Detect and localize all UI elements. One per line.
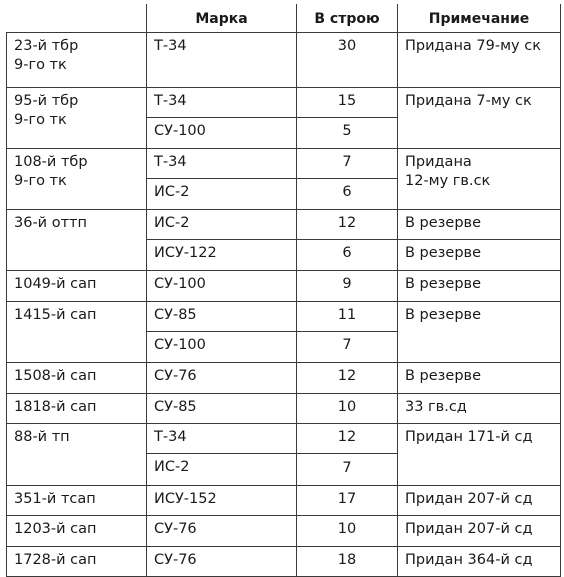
count-cell: 7 bbox=[297, 149, 398, 179]
model-cell: ИСУ-152 bbox=[147, 486, 297, 516]
model-cell: СУ-85 bbox=[147, 394, 297, 424]
table-row bbox=[7, 271, 561, 302]
note-cell: Придана 12-му гв.ск bbox=[398, 149, 561, 210]
table-row bbox=[7, 424, 561, 454]
note-cell: В резерве bbox=[398, 363, 561, 394]
unit-cell: 23-й тбр 9-го тк bbox=[7, 33, 147, 88]
count-cell: 10 bbox=[297, 394, 398, 424]
count-cell: 6 bbox=[297, 240, 398, 271]
note-cell: В резерве bbox=[398, 302, 561, 363]
model-cell: СУ-76 bbox=[147, 363, 297, 394]
note-cell: Придана 7-му ск bbox=[398, 88, 561, 149]
unit-cell: 1415-й сап bbox=[7, 302, 147, 363]
model-cell: Т-34 bbox=[147, 33, 297, 88]
count-cell: 7 bbox=[297, 454, 398, 486]
header-unit bbox=[7, 5, 147, 33]
table-row bbox=[7, 88, 561, 118]
count-cell: 5 bbox=[297, 118, 398, 149]
units-table bbox=[6, 4, 561, 577]
note-cell: Придан 364-й сд bbox=[398, 547, 561, 577]
table-row bbox=[7, 516, 561, 547]
note-cell: Придан 171-й сд bbox=[398, 424, 561, 486]
unit-cell: 108-й тбр 9-го тк bbox=[7, 149, 147, 210]
unit-cell: 1049-й сап bbox=[7, 271, 147, 302]
note-cell: 33 гв.сд bbox=[398, 394, 561, 424]
model-cell: ИС-2 bbox=[147, 210, 297, 240]
table-row bbox=[7, 547, 561, 577]
table-row bbox=[7, 363, 561, 394]
header-note: Примечание bbox=[398, 5, 561, 33]
unit-cell: 351-й тсап bbox=[7, 486, 147, 516]
count-cell: 12 bbox=[297, 424, 398, 454]
note-cell: Придан 207-й сд bbox=[398, 516, 561, 547]
model-cell: ИС-2 bbox=[147, 179, 297, 210]
table-row bbox=[7, 302, 561, 332]
model-cell: СУ-76 bbox=[147, 516, 297, 547]
table-row bbox=[7, 149, 561, 179]
count-cell: 6 bbox=[297, 179, 398, 210]
model-cell: СУ-100 bbox=[147, 118, 297, 149]
model-cell: Т-34 bbox=[147, 424, 297, 454]
note-cell: Придан 207-й сд bbox=[398, 486, 561, 516]
unit-cell: 88-й тп bbox=[7, 424, 147, 486]
count-cell: 17 bbox=[297, 486, 398, 516]
model-cell: Т-34 bbox=[147, 149, 297, 179]
model-cell: СУ-100 bbox=[147, 271, 297, 302]
model-cell: СУ-85 bbox=[147, 302, 297, 332]
count-cell: 10 bbox=[297, 516, 398, 547]
count-cell: 11 bbox=[297, 302, 398, 332]
count-cell: 30 bbox=[297, 33, 398, 88]
table-row bbox=[7, 394, 561, 424]
count-cell: 9 bbox=[297, 271, 398, 302]
model-cell: СУ-100 bbox=[147, 332, 297, 363]
note-cell: В резерве bbox=[398, 210, 561, 240]
header-in-service: В строю bbox=[297, 5, 398, 33]
note-cell: В резерве bbox=[398, 240, 561, 271]
model-cell: ИСУ-122 bbox=[147, 240, 297, 271]
count-cell: 12 bbox=[297, 363, 398, 394]
model-cell: СУ-76 bbox=[147, 547, 297, 577]
unit-cell: 1728-й сап bbox=[7, 547, 147, 577]
table-row bbox=[7, 486, 561, 516]
note-cell: Придана 79-му ск bbox=[398, 33, 561, 88]
model-cell: Т-34 bbox=[147, 88, 297, 118]
header-model: Марка bbox=[147, 5, 297, 33]
table-row bbox=[7, 33, 561, 88]
unit-cell: 95-й тбр 9-го тк bbox=[7, 88, 147, 149]
unit-cell: 1508-й сап bbox=[7, 363, 147, 394]
note-cell: В резерве bbox=[398, 271, 561, 302]
count-cell: 18 bbox=[297, 547, 398, 577]
unit-cell: 36-й оттп bbox=[7, 210, 147, 271]
header-row bbox=[7, 5, 561, 33]
unit-cell: 1818-й сап bbox=[7, 394, 147, 424]
count-cell: 12 bbox=[297, 210, 398, 240]
unit-cell: 1203-й сап bbox=[7, 516, 147, 547]
count-cell: 15 bbox=[297, 88, 398, 118]
count-cell: 7 bbox=[297, 332, 398, 363]
table-row bbox=[7, 210, 561, 240]
model-cell: ИС-2 bbox=[147, 454, 297, 486]
